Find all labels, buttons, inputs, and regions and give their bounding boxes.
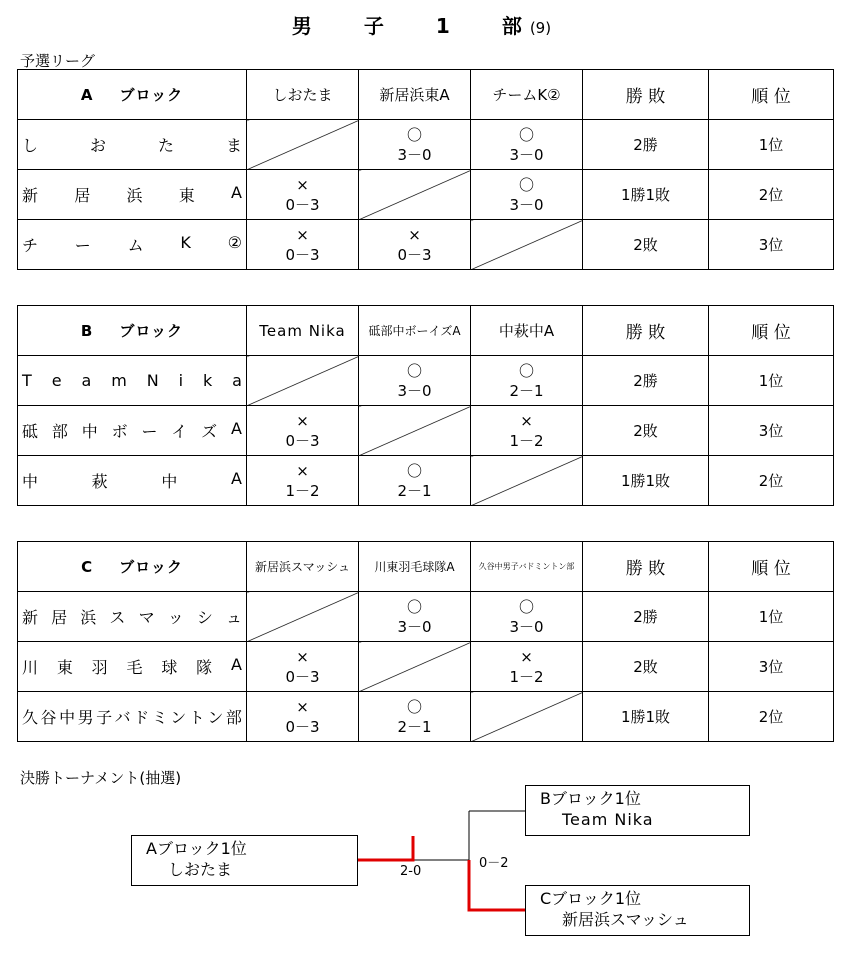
table-row	[18, 406, 834, 456]
column-header-record: 勝 敗	[583, 306, 709, 356]
league-table-a	[17, 69, 834, 270]
league-table-c	[17, 541, 834, 742]
result-symbol: 〇	[406, 697, 422, 716]
record-cell: 2敗	[583, 220, 709, 270]
final-score: 2-0	[400, 864, 422, 879]
match-result-cell	[359, 592, 471, 642]
header-row	[18, 70, 834, 120]
team-name-text: T e a m N i k a	[22, 371, 242, 390]
block-label: B ブロック	[18, 306, 247, 356]
result-score: 3－0	[509, 195, 544, 214]
row-team-name	[18, 692, 247, 742]
row-team-name	[18, 170, 247, 220]
self-match-cell	[247, 120, 359, 170]
result-symbol: ×	[296, 697, 309, 716]
match-result-cell	[471, 592, 583, 642]
match-result-cell	[471, 120, 583, 170]
row-team-name	[18, 406, 247, 456]
team-name-text: チ ー ム K ②	[22, 233, 242, 255]
result-symbol: ×	[296, 411, 309, 430]
table-row	[18, 170, 834, 220]
result-score: 0－3	[285, 667, 320, 686]
self-match-cell	[471, 220, 583, 270]
table-row	[18, 692, 834, 742]
bracket-c-label: Cブロック1位	[540, 889, 642, 908]
match-result-cell	[247, 692, 359, 742]
result-score: 3－0	[509, 145, 544, 164]
self-match-cell	[471, 692, 583, 742]
self-match-cell	[359, 642, 471, 692]
column-header-team: しおたま	[247, 70, 359, 120]
result-score: 3－0	[397, 145, 432, 164]
bracket-b-team: Team Nika	[562, 810, 654, 829]
result-symbol: 〇	[406, 461, 422, 480]
result-score: 1－2	[509, 431, 544, 450]
result-symbol: 〇	[406, 361, 422, 380]
column-header-team: 久谷中男子バドミントン部	[471, 542, 583, 592]
record-cell: 2勝	[583, 356, 709, 406]
column-header-team: 新居浜東A	[359, 70, 471, 120]
match-result-cell	[359, 120, 471, 170]
result-symbol: ×	[296, 175, 309, 194]
match-result-cell	[359, 692, 471, 742]
team-name-text: 新 居 浜 東 A	[22, 183, 242, 205]
column-header-record: 勝 敗	[583, 542, 709, 592]
result-score: 3－0	[397, 617, 432, 636]
result-score: 0－3	[397, 245, 432, 264]
bracket-box-c	[525, 885, 750, 936]
league-table-b	[17, 305, 834, 506]
record-cell: 2敗	[583, 406, 709, 456]
match-result-cell	[247, 642, 359, 692]
team-name-text: し お た ま	[22, 136, 242, 155]
result-score: 0－3	[285, 431, 320, 450]
match-result-cell	[247, 406, 359, 456]
column-header-team: チームK②	[471, 70, 583, 120]
column-header-team: 川東羽毛球隊A	[359, 542, 471, 592]
record-cell: 2敗	[583, 642, 709, 692]
team-name-text: 久 谷 中 男 子 バ ド ミ ン ト ン 部	[22, 708, 242, 727]
self-match-cell	[359, 406, 471, 456]
match-result-cell	[471, 170, 583, 220]
rank-cell: 1位	[709, 592, 834, 642]
result-score: 0－3	[285, 717, 320, 736]
match-result-cell	[359, 220, 471, 270]
page-title: 男 子 1 部 (9)	[291, 14, 552, 38]
result-score: 2－1	[397, 481, 432, 500]
rank-cell: 2位	[709, 456, 834, 506]
result-score: 1－2	[285, 481, 320, 500]
block-label: C ブロック	[18, 542, 247, 592]
match-result-cell	[247, 220, 359, 270]
column-header-rank: 順 位	[709, 70, 834, 120]
result-score: 0－3	[285, 195, 320, 214]
header-row	[18, 306, 834, 356]
team-name-text: 砥 部 中 ボ ー イ ズ A	[22, 419, 242, 441]
rank-cell: 3位	[709, 642, 834, 692]
winner-line-a	[357, 836, 413, 860]
bracket-box-a	[131, 835, 358, 886]
match-result-cell	[471, 406, 583, 456]
result-symbol: 〇	[518, 125, 534, 144]
bracket-c-team: 新居浜スマッシュ	[562, 910, 689, 929]
match-result-cell	[247, 170, 359, 220]
rank-cell: 2位	[709, 170, 834, 220]
semi-score: 0－2	[479, 856, 509, 871]
row-team-name	[18, 456, 247, 506]
result-score: 3－0	[397, 381, 432, 400]
result-symbol: 〇	[518, 175, 534, 194]
bracket-a-label: Aブロック1位	[146, 839, 247, 858]
bracket-box-b	[525, 785, 750, 836]
record-cell: 2勝	[583, 120, 709, 170]
team-name-text: 中 萩 中 A	[22, 469, 242, 491]
result-symbol: ×	[408, 225, 421, 244]
column-header-team: 砥部中ボーイズA	[359, 306, 471, 356]
record-cell: 2勝	[583, 592, 709, 642]
self-match-cell	[471, 456, 583, 506]
rank-cell: 1位	[709, 120, 834, 170]
row-team-name	[18, 356, 247, 406]
block-label: A ブロック	[18, 70, 247, 120]
row-team-name	[18, 642, 247, 692]
row-team-name	[18, 220, 247, 270]
row-team-name	[18, 592, 247, 642]
team-name-text: 川 東 羽 毛 球 隊 A	[22, 655, 242, 677]
record-cell: 1勝1敗	[583, 170, 709, 220]
bracket-b-label: Bブロック1位	[540, 789, 641, 808]
record-cell: 1勝1敗	[583, 456, 709, 506]
result-symbol: 〇	[406, 125, 422, 144]
table-row	[18, 120, 834, 170]
column-header-record: 勝 敗	[583, 70, 709, 120]
result-symbol: 〇	[518, 597, 534, 616]
result-symbol: ×	[520, 411, 533, 430]
table-row	[18, 356, 834, 406]
self-match-cell	[359, 170, 471, 220]
match-result-cell	[471, 642, 583, 692]
result-score: 2－1	[397, 717, 432, 736]
section-subtitle: 予選リーグ	[20, 52, 96, 70]
header-row	[18, 542, 834, 592]
column-header-team: Team Nika	[247, 306, 359, 356]
team-name-text: 新 居 浜 ス マ ッ シ ュ	[22, 608, 242, 627]
result-symbol: ×	[520, 647, 533, 666]
match-result-cell	[247, 456, 359, 506]
match-result-cell	[359, 356, 471, 406]
result-symbol: ×	[296, 461, 309, 480]
rank-cell: 3位	[709, 220, 834, 270]
table-row	[18, 220, 834, 270]
result-score: 3－0	[509, 617, 544, 636]
table-row	[18, 456, 834, 506]
result-score: 2－1	[509, 381, 544, 400]
record-cell: 1勝1敗	[583, 692, 709, 742]
match-result-cell	[471, 356, 583, 406]
table-row	[18, 642, 834, 692]
rank-cell: 1位	[709, 356, 834, 406]
result-score: 1－2	[509, 667, 544, 686]
bracket-a-team: しおたま	[168, 860, 233, 879]
self-match-cell	[247, 356, 359, 406]
column-header-rank: 順 位	[709, 306, 834, 356]
rank-cell: 3位	[709, 406, 834, 456]
result-score: 0－3	[285, 245, 320, 264]
result-symbol: ×	[296, 647, 309, 666]
result-symbol: 〇	[406, 597, 422, 616]
row-team-name	[18, 120, 247, 170]
table-row	[18, 592, 834, 642]
result-symbol: 〇	[518, 361, 534, 380]
column-header-team: 中萩中A	[471, 306, 583, 356]
result-symbol: ×	[296, 225, 309, 244]
self-match-cell	[247, 592, 359, 642]
rank-cell: 2位	[709, 692, 834, 742]
tournament-title: 決勝トーナメント(抽選)	[20, 769, 182, 787]
column-header-rank: 順 位	[709, 542, 834, 592]
column-header-team: 新居浜スマッシュ	[247, 542, 359, 592]
match-result-cell	[359, 456, 471, 506]
